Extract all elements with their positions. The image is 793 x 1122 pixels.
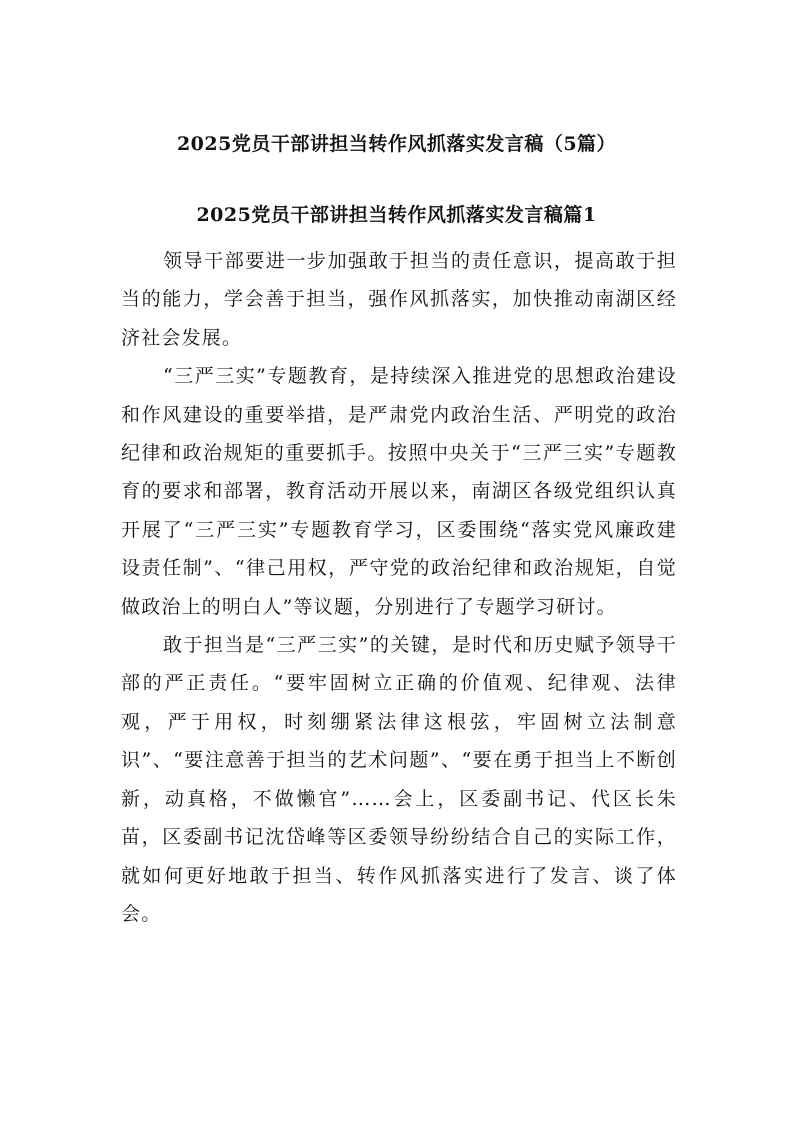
- document-body: [121, 242, 677, 933]
- body-paragraph-2: “三严三实”专题教育，是持续深入推进党的思想政治建设和作风建设的重要举措，是严肃党内政治生活、严明党的政治纪律和政治规矩的重要抓手。按照中央关于“三严三实”专题教育的要求和部署，教育活动开展以来，南湖区各级党组织认真开展了“三严三实”专题教育学习，区委围绕“落实党风廉政建设责任制”、“律己用权，严守党的政治纪律和政治规矩，自觉做政治上的明白人”等议题，分别进行了专题学习研讨。: [121, 365, 677, 618]
- body-paragraph-3: 敢于担当是“三严三实”的关键，是时代和历史赋予领导干部的严正责任。“要牢固树立正确的价值观、纪律观、法律观，严于用权，时刻绷紧法律这根弦，牢固树立法制意识”、“要注意善于担当的艺术问题”、“要在勇于担当上不断创新，动真格，不做懒官”……会上，区委副书记、代区长朱苗，区委副书记沈岱峰等区委领导纷纷结合自己的实际工作，就如何更好地敢于担当、转作风抓落实进行了发言、谈了体会。: [121, 634, 677, 925]
- section-heading: 2025党员干部讲担当转作风抓落实发言稿篇1: [196, 204, 597, 226]
- document-title: 2025党员干部讲担当转作风抓落实发言稿（5篇）: [176, 133, 617, 155]
- body-paragraph-1: 领导干部要进一步加强敢于担当的责任意识，提高敢于担当的能力，学会善于担当，强作风抓落实，加快推动南湖区经济社会发展。: [121, 250, 677, 349]
